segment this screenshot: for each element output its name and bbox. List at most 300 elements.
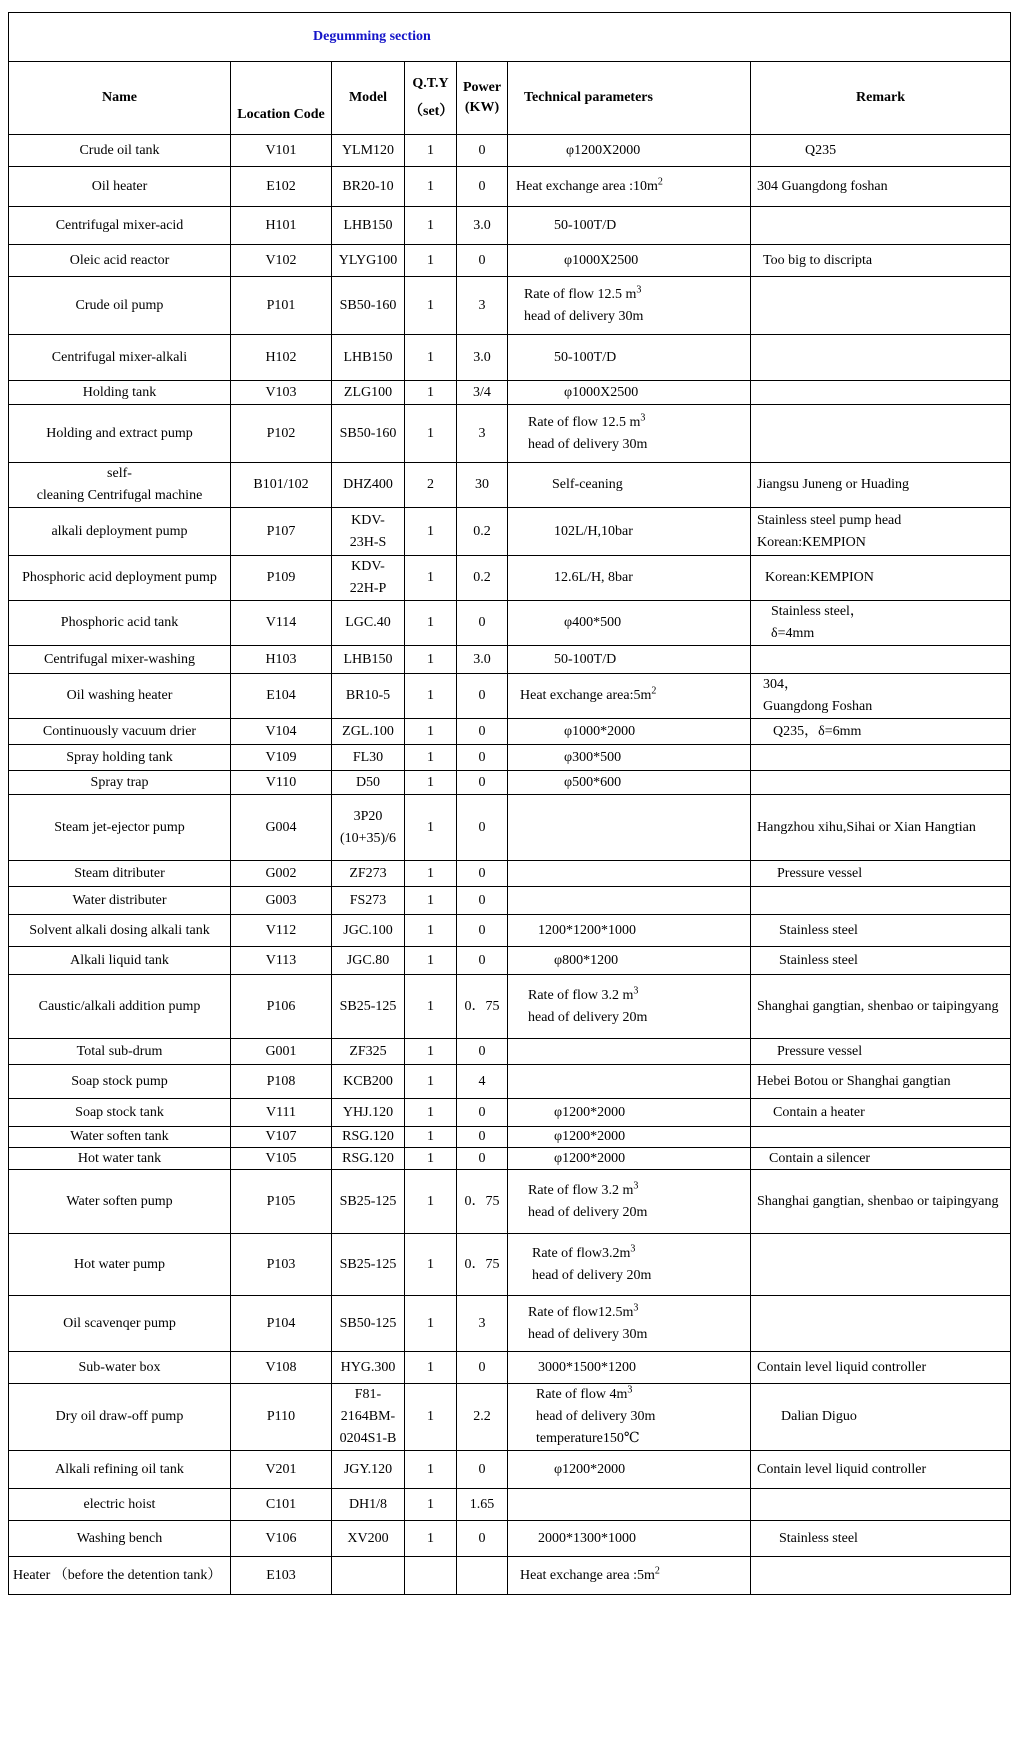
table-row xyxy=(9,207,1011,245)
cell-technical-parameters xyxy=(508,463,751,508)
tech-text: 50-100T/D xyxy=(554,349,617,365)
cell-power: 0 xyxy=(457,1352,508,1384)
cell-name: Heater （before the detention tank） xyxy=(9,1557,231,1595)
table-row xyxy=(9,861,1011,887)
table-row xyxy=(9,646,1011,674)
cell-name: Phosphoric acid tank xyxy=(9,601,231,646)
cell-location-code: P103 xyxy=(231,1234,332,1296)
model-line: (10+35)/6 xyxy=(339,830,397,846)
tech-line: head of delivery 30m xyxy=(528,1326,648,1342)
cell-remark: Contain level liquid controller xyxy=(751,1352,1011,1384)
cell-power: 0 xyxy=(457,771,508,795)
cell-technical-parameters xyxy=(508,795,751,861)
cell-location-code: V110 xyxy=(231,771,332,795)
cell-technical-parameters xyxy=(508,1521,751,1557)
cell-name: Water soften pump xyxy=(9,1170,231,1234)
tech-text: 2000*1300*1000 xyxy=(538,1530,636,1546)
section-title: Degumming section xyxy=(9,13,1011,62)
cell-model: FL30 xyxy=(332,745,405,771)
cell-power: 0 xyxy=(457,719,508,745)
cell-remark xyxy=(751,674,1011,719)
cell-power: 0 xyxy=(457,167,508,207)
tech-text: φ1200*2000 xyxy=(554,1104,626,1120)
cell-name: Steam jet-ejector pump xyxy=(9,795,231,861)
cell-name: Centrifugal mixer-alkali xyxy=(9,335,231,381)
cell-location-code: B101/102 xyxy=(231,463,332,508)
table-row xyxy=(9,1099,1011,1127)
cell-remark: Shanghai gangtian, shenbao or taipingyang xyxy=(751,975,1011,1039)
cell-qty: 1 xyxy=(405,601,457,646)
cell-remark: Pressure vessel xyxy=(751,861,1011,887)
cell-model: DH1/8 xyxy=(332,1489,405,1521)
tech-text: φ1200*2000 xyxy=(554,1129,626,1144)
cell-location-code: V107 xyxy=(231,1127,332,1148)
tech-line: Rate of flow $4m^3$ xyxy=(536,1384,633,1402)
cell-model xyxy=(332,1384,405,1451)
cell-remark: Too big to discripta xyxy=(751,245,1011,277)
superscript: 2 xyxy=(657,175,663,187)
cell-remark: Stainless steel xyxy=(751,947,1011,975)
cell-qty: 1 xyxy=(405,719,457,745)
cell-remark: Hangzhou xihu,Sihai or Xian Hangtian xyxy=(751,795,1011,861)
model-line: 2164BM- xyxy=(340,1409,396,1424)
cell-location-code: P108 xyxy=(231,1065,332,1099)
cell-remark: Contain level liquid controller xyxy=(751,1451,1011,1489)
cell-model: SB25-125 xyxy=(332,975,405,1039)
cell-power: 0 xyxy=(457,135,508,167)
table-row xyxy=(9,463,1011,508)
cell-remark: Korean:KEMPION xyxy=(751,556,1011,601)
tech-text: φ1200*2000 xyxy=(554,1461,626,1477)
cell-name: Spray holding tank xyxy=(9,745,231,771)
cell-power: 0 xyxy=(457,1521,508,1557)
cell-name: Phosphoric acid deployment pump xyxy=(9,556,231,601)
cell-technical-parameters xyxy=(508,1451,751,1489)
cell-name: Sub-water box xyxy=(9,1352,231,1384)
tech-text: 3000*1500*1200 xyxy=(538,1359,636,1375)
cell-qty: 1 xyxy=(405,245,457,277)
cell-technical-parameters xyxy=(508,745,751,771)
cell-remark: 304 Guangdong foshan xyxy=(751,167,1011,207)
cell-power: 0 xyxy=(457,601,508,646)
cell-name: Holding and extract pump xyxy=(9,405,231,463)
cell-model: LHB150 xyxy=(332,207,405,245)
cell-qty: 1 xyxy=(405,1039,457,1065)
cell-qty: 1 xyxy=(405,674,457,719)
cell-name: Centrifugal mixer-washing xyxy=(9,646,231,674)
cell-location-code: G004 xyxy=(231,795,332,861)
table-row xyxy=(9,887,1011,915)
cell-technical-parameters xyxy=(508,646,751,674)
cell-qty: 1 xyxy=(405,745,457,771)
cell-remark xyxy=(751,1127,1011,1148)
cell-qty: 1 xyxy=(405,508,457,556)
cell-power: 0.2 xyxy=(457,556,508,601)
cell-name: Caustic/alkali addition pump xyxy=(9,975,231,1039)
table-row xyxy=(9,1451,1011,1489)
cell-name: Water distributer xyxy=(9,887,231,915)
cell-remark xyxy=(751,381,1011,405)
cell-location-code: V112 xyxy=(231,915,332,947)
cell-model: JGC.80 xyxy=(332,947,405,975)
table-row xyxy=(9,1384,1011,1451)
table-row xyxy=(9,1234,1011,1296)
cell-remark xyxy=(751,887,1011,915)
header-name: Name xyxy=(9,62,231,135)
cell-qty: 1 xyxy=(405,1451,457,1489)
cell-name: Alkali liquid tank xyxy=(9,947,231,975)
cell-location-code: P106 xyxy=(231,975,332,1039)
cell-technical-parameters xyxy=(508,1148,751,1170)
model-line: 23H-S xyxy=(349,534,387,550)
cell-remark xyxy=(751,335,1011,381)
tech-line: Rate of $flow12.5m^3$ xyxy=(528,1301,639,1320)
cell-name: Solvent alkali dosing alkali tank xyxy=(9,915,231,947)
cell-technical-parameters xyxy=(508,1557,751,1595)
cell-model: SB50-160 xyxy=(332,405,405,463)
cell-power: 0 xyxy=(457,887,508,915)
cell-power: 0 xyxy=(457,861,508,887)
cell-name: Centrifugal mixer-acid xyxy=(9,207,231,245)
tech-line: Rate of flow 3.2 $m^3$ xyxy=(528,1179,639,1198)
table-row xyxy=(9,1489,1011,1521)
table-row xyxy=(9,1127,1011,1148)
model-line: KDV- xyxy=(351,512,385,528)
cell-name: electric hoist xyxy=(9,1489,231,1521)
cell-power: 0 xyxy=(457,245,508,277)
cell-location-code: V201 xyxy=(231,1451,332,1489)
cell-power: 3.0 xyxy=(457,335,508,381)
cell-location-code: V102 xyxy=(231,245,332,277)
table-row xyxy=(9,975,1011,1039)
cell-technical-parameters xyxy=(508,915,751,947)
cell-power: 0 xyxy=(457,745,508,771)
cell-qty: 1 xyxy=(405,556,457,601)
cell-model xyxy=(332,795,405,861)
name-line: self- xyxy=(107,466,132,481)
cell-power: 0.2 xyxy=(457,508,508,556)
cell-location-code: G003 xyxy=(231,887,332,915)
cell-technical-parameters xyxy=(508,135,751,167)
cell-location-code: V103 xyxy=(231,381,332,405)
cell-remark: Pressure vessel xyxy=(751,1039,1011,1065)
cell-location-code: V113 xyxy=(231,947,332,975)
tech-text: φ1000X2500 xyxy=(564,252,639,268)
cell-model: SB25-125 xyxy=(332,1170,405,1234)
cell-technical-parameters xyxy=(508,719,751,745)
cell-qty: 1 xyxy=(405,381,457,405)
superscript: 3 xyxy=(633,1301,639,1313)
cell-location-code: P110 xyxy=(231,1384,332,1451)
cell-remark: Contain a heater xyxy=(751,1099,1011,1127)
cell-model: RSG.120 xyxy=(332,1127,405,1148)
cell-model: ZF325 xyxy=(332,1039,405,1065)
cell-power: 0．75 xyxy=(457,1234,508,1296)
cell-model: SB50-125 xyxy=(332,1296,405,1352)
cell-location-code: E102 xyxy=(231,167,332,207)
cell-remark: Hebei Botou or Shanghai gangtian xyxy=(751,1065,1011,1099)
header-qty-line1: Q.T.Y xyxy=(412,76,449,91)
tech-line: head of delivery 20m xyxy=(528,1009,648,1025)
cell-location-code: P104 xyxy=(231,1296,332,1352)
cell-power: 0 xyxy=(457,1148,508,1170)
cell-qty: 1 xyxy=(405,1384,457,1451)
equipment-table xyxy=(8,12,1011,1595)
cell-location-code: V109 xyxy=(231,745,332,771)
tech-text: φ1000X2500 xyxy=(564,384,639,400)
header-qty xyxy=(405,62,457,135)
cell-technical-parameters xyxy=(508,381,751,405)
cell-power: 3 xyxy=(457,1296,508,1352)
cell-model: SB25-125 xyxy=(332,1234,405,1296)
cell-technical-parameters xyxy=(508,1296,751,1352)
header-technical-parameters: Technical parameters xyxy=(508,62,751,135)
cell-technical-parameters xyxy=(508,861,751,887)
cell-name: Oleic acid reactor xyxy=(9,245,231,277)
cell-name: Hot water tank xyxy=(9,1148,231,1170)
cell-location-code: E104 xyxy=(231,674,332,719)
cell-model: LHB150 xyxy=(332,335,405,381)
cell-qty: 1 xyxy=(405,167,457,207)
tech-text: Heat exchange area $:10m^2$ xyxy=(516,175,663,194)
cell-model: YLM120 xyxy=(332,135,405,167)
cell-model: FS273 xyxy=(332,887,405,915)
table-row xyxy=(9,335,1011,381)
table-row xyxy=(9,1557,1011,1595)
cell-technical-parameters xyxy=(508,1127,751,1148)
cell-power: 3 xyxy=(457,277,508,335)
cell-model: RSG.120 xyxy=(332,1148,405,1170)
cell-name: Crude oil pump xyxy=(9,277,231,335)
cell-qty: 1 xyxy=(405,1170,457,1234)
cell-remark xyxy=(751,745,1011,771)
remark-line: Guangdong Foshan xyxy=(763,699,873,714)
superscript: 3 xyxy=(627,1384,633,1396)
table-row xyxy=(9,719,1011,745)
cell-technical-parameters xyxy=(508,1170,751,1234)
cell-qty: 1 xyxy=(405,771,457,795)
tech-line: Rate of $flow3.2m^3$ xyxy=(532,1242,636,1261)
table-row xyxy=(9,277,1011,335)
cell-location-code: H102 xyxy=(231,335,332,381)
cell-technical-parameters xyxy=(508,1352,751,1384)
superscript: 3 xyxy=(640,411,646,423)
remark-line: Stainless steel pump head xyxy=(757,512,902,528)
cell-name: Oil heater xyxy=(9,167,231,207)
remark-line: Korean:KEMPION xyxy=(757,534,866,550)
cell-technical-parameters xyxy=(508,1065,751,1099)
tech-text: 102L/H,10bar xyxy=(554,523,633,539)
cell-location-code: P107 xyxy=(231,508,332,556)
cell-remark xyxy=(751,405,1011,463)
header-remark: Remark xyxy=(751,62,1011,135)
cell-power: 2.2 xyxy=(457,1384,508,1451)
cell-location-code: V106 xyxy=(231,1521,332,1557)
tech-text: 1200*1200*1000 xyxy=(538,922,636,938)
cell-name: Dry oil draw-off pump xyxy=(9,1384,231,1451)
cell-technical-parameters xyxy=(508,277,751,335)
tech-text: φ400*500 xyxy=(564,615,622,630)
cell-remark xyxy=(751,771,1011,795)
cell-power: 4 xyxy=(457,1065,508,1099)
cell-location-code: C101 xyxy=(231,1489,332,1521)
cell-remark: Shanghai gangtian, shenbao or taipingyang xyxy=(751,1170,1011,1234)
table-row xyxy=(9,381,1011,405)
cell-power xyxy=(457,1557,508,1595)
cell-remark: Stainless steel xyxy=(751,915,1011,947)
tech-line: head of delivery 20m xyxy=(528,1204,648,1220)
table-row xyxy=(9,167,1011,207)
cell-name: Water soften tank xyxy=(9,1127,231,1148)
cell-qty: 1 xyxy=(405,1234,457,1296)
tech-line: head of delivery 30m xyxy=(524,308,644,324)
table-row xyxy=(9,1039,1011,1065)
cell-location-code: E103 xyxy=(231,1557,332,1595)
cell-name: Alkali refining oil tank xyxy=(9,1451,231,1489)
cell-location-code: G002 xyxy=(231,861,332,887)
cell-technical-parameters xyxy=(508,245,751,277)
cell-power: 0 xyxy=(457,1099,508,1127)
tech-text: 12.6L/H, 8bar xyxy=(554,570,633,585)
cell-qty xyxy=(405,1557,457,1595)
cell-location-code: P105 xyxy=(231,1170,332,1234)
model-line: F81- xyxy=(354,1387,382,1402)
table-row xyxy=(9,601,1011,646)
cell-model xyxy=(332,1557,405,1595)
cell-power: 0 xyxy=(457,795,508,861)
cell-remark xyxy=(751,1234,1011,1296)
table-row xyxy=(9,1352,1011,1384)
superscript: 2 xyxy=(654,1564,660,1576)
cell-qty: 1 xyxy=(405,1296,457,1352)
tech-text: φ300*500 xyxy=(564,749,622,765)
cell-power: 0 xyxy=(457,674,508,719)
cell-location-code: V104 xyxy=(231,719,332,745)
cell-location-code: P102 xyxy=(231,405,332,463)
superscript: 3 xyxy=(630,1242,636,1254)
cell-model: BR20-10 xyxy=(332,167,405,207)
cell-technical-parameters xyxy=(508,1039,751,1065)
table-row xyxy=(9,556,1011,601)
cell-qty: 1 xyxy=(405,646,457,674)
cell-qty: 1 xyxy=(405,207,457,245)
cell-model: ZGL.100 xyxy=(332,719,405,745)
cell-qty: 1 xyxy=(405,1489,457,1521)
cell-power: 3.0 xyxy=(457,207,508,245)
cell-model: JGY.120 xyxy=(332,1451,405,1489)
table-row xyxy=(9,771,1011,795)
model-line: 22H-P xyxy=(349,581,387,596)
table-row xyxy=(9,1521,1011,1557)
cell-remark xyxy=(751,277,1011,335)
cell-qty: 1 xyxy=(405,1352,457,1384)
cell-technical-parameters xyxy=(508,887,751,915)
cell-name: Holding tank xyxy=(9,381,231,405)
model-line: 0204S1-B xyxy=(339,1431,397,1446)
superscript: 3 xyxy=(633,984,639,996)
cell-qty: 1 xyxy=(405,405,457,463)
cell-name: Crude oil tank xyxy=(9,135,231,167)
cell-technical-parameters xyxy=(508,947,751,975)
cell-remark xyxy=(751,207,1011,245)
cell-technical-parameters xyxy=(508,1099,751,1127)
cell-qty: 1 xyxy=(405,335,457,381)
cell-name: Continuously vacuum drier xyxy=(9,719,231,745)
table-row xyxy=(9,135,1011,167)
superscript: 3 xyxy=(636,283,642,295)
cell-qty: 1 xyxy=(405,1521,457,1557)
superscript: 2 xyxy=(651,685,657,697)
table-row xyxy=(9,508,1011,556)
cell-location-code: V114 xyxy=(231,601,332,646)
cell-name: Oil scavenqer pump xyxy=(9,1296,231,1352)
cell-power: 0 xyxy=(457,1451,508,1489)
cell-remark xyxy=(751,508,1011,556)
cell-name: Hot water pump xyxy=(9,1234,231,1296)
cell-remark xyxy=(751,601,1011,646)
cell-location-code: H103 xyxy=(231,646,332,674)
cell-technical-parameters xyxy=(508,207,751,245)
table-row xyxy=(9,674,1011,719)
cell-power: 0 xyxy=(457,947,508,975)
cell-power: 3 xyxy=(457,405,508,463)
cell-remark: Q235，δ=6mm xyxy=(751,719,1011,745)
cell-location-code: P109 xyxy=(231,556,332,601)
cell-remark: Dalian Diguo xyxy=(751,1384,1011,1451)
cell-name: Steam ditributer xyxy=(9,861,231,887)
cell-name: Spray trap xyxy=(9,771,231,795)
cell-technical-parameters xyxy=(508,508,751,556)
cell-model: YHJ.120 xyxy=(332,1099,405,1127)
cell-qty: 1 xyxy=(405,795,457,861)
cell-model: SB50-160 xyxy=(332,277,405,335)
tech-text: Heat exchange $area:5m^2$ xyxy=(520,685,657,703)
cell-remark xyxy=(751,1557,1011,1595)
cell-technical-parameters xyxy=(508,674,751,719)
tech-text: φ1200*2000 xyxy=(554,1150,626,1166)
cell-location-code: H101 xyxy=(231,207,332,245)
tech-line: head of delivery 30m temperature150℃ xyxy=(536,1409,656,1446)
cell-qty: 1 xyxy=(405,1065,457,1099)
cell-qty: 1 xyxy=(405,135,457,167)
cell-qty: 1 xyxy=(405,277,457,335)
cell-power: 0 xyxy=(457,1127,508,1148)
cell-remark xyxy=(751,1296,1011,1352)
cell-remark: Contain a silencer xyxy=(751,1148,1011,1170)
table-row xyxy=(9,405,1011,463)
cell-technical-parameters xyxy=(508,335,751,381)
tech-text: 50-100T/D xyxy=(554,651,617,667)
cell-power: 1.65 xyxy=(457,1489,508,1521)
cell-technical-parameters xyxy=(508,167,751,207)
table-row xyxy=(9,745,1011,771)
cell-name: Soap stock pump xyxy=(9,1065,231,1099)
table-row xyxy=(9,1296,1011,1352)
tech-text: Self-ceaning xyxy=(552,477,623,492)
cell-technical-parameters xyxy=(508,601,751,646)
cell-location-code: V108 xyxy=(231,1352,332,1384)
name-line: cleaning Centrifugal machine xyxy=(36,488,203,503)
cell-name xyxy=(9,463,231,508)
table-row xyxy=(9,915,1011,947)
cell-technical-parameters xyxy=(508,1489,751,1521)
remark-line: Stainless steel， xyxy=(771,604,864,619)
cell-model: HYG.300 xyxy=(332,1352,405,1384)
cell-remark xyxy=(751,646,1011,674)
cell-location-code: P101 xyxy=(231,277,332,335)
cell-name: Oil washing heater xyxy=(9,674,231,719)
cell-qty: 1 xyxy=(405,947,457,975)
